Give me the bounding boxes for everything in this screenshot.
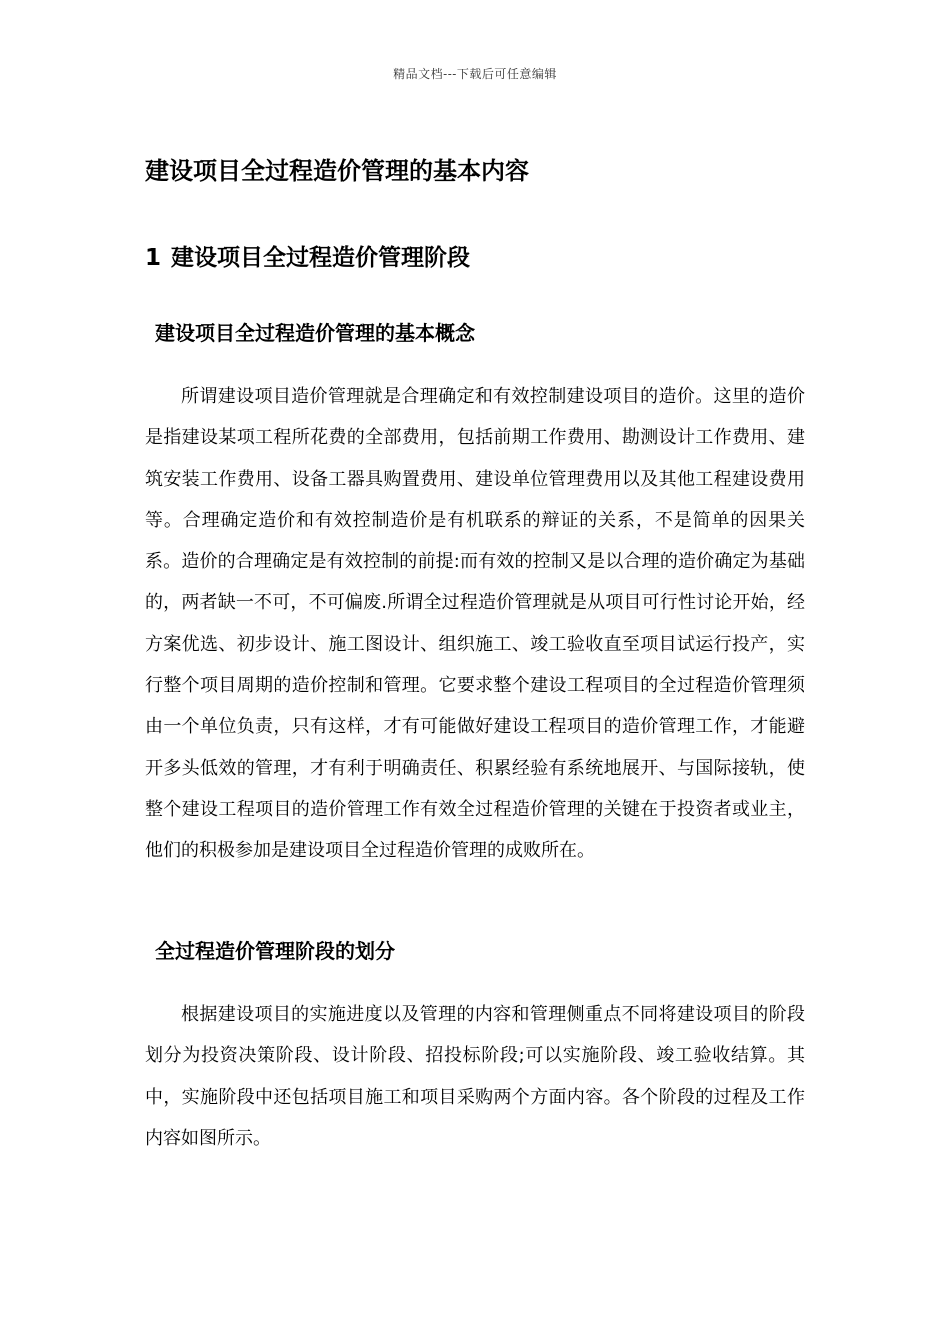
subsection-heading-stages: 全过程造价管理阶段的划分 — [155, 939, 395, 963]
paragraph-concept: 所谓建设项目造价管理就是合理确定和有效控制建设项目的造价。这里的造价是指建设某项工程所花费的全部费用，包括前期工作费用、勘测设计工作费用、建筑安装工作费用、设备工器具购置费用、建设单位管理费用以及其他工程建设费用等。合理确定造价和有效控制造价是有机联系的辩证的关系，不是简单的因果关系。造价的合理确定是有效控制的前提:而有效的控制又是以合理的造价确定为基础的，两者缺一不可，不可偏废.所谓全过程造价管理就是从项目可行性讨论开始，经方案优选、初步设计、施工图设计、组织施工、竣工验收直至项目试运行投产，实行整个项目周期的造价控制和管理。它要求整个建设工程项目的全过程造价管理须由一个单位负责，只有这样，才有可能做好建设工程项目的造价管理工作，才能避开多头低效的管理，才有利于明确责任、积累经验有系统地展开、与国际接轨，使整个建设工程项目的造价管理工作有效全过程造价管理的关键在于投资者或业主，他们的积极参加是建设项目全过程造价管理的成败所在。 — [145, 386, 805, 862]
section-heading — [145, 239, 470, 277]
subsection-heading-concept: 建设项目全过程造价管理的基本概念 — [155, 321, 475, 345]
document-title: 建设项目全过程造价管理的基本内容 — [145, 157, 529, 185]
paragraph-stages: 根据建设项目的实施进度以及管理的内容和管理侧重点不同将建设项目的阶段划分为投资决策阶段、设计阶段、招投标阶段;可以实施阶段、竣工验收结算。其中，实施阶段中还包括项目施工和项目采购两个方面内容。各个阶段的过程及工作内容如图所示。 — [145, 1004, 805, 1149]
section-heading-text: 建设项目全过程造价管理阶段 — [171, 245, 470, 271]
section-number: 1 — [145, 245, 162, 271]
page-header-note: 精品文档---下载后可任意编辑 — [393, 67, 557, 81]
